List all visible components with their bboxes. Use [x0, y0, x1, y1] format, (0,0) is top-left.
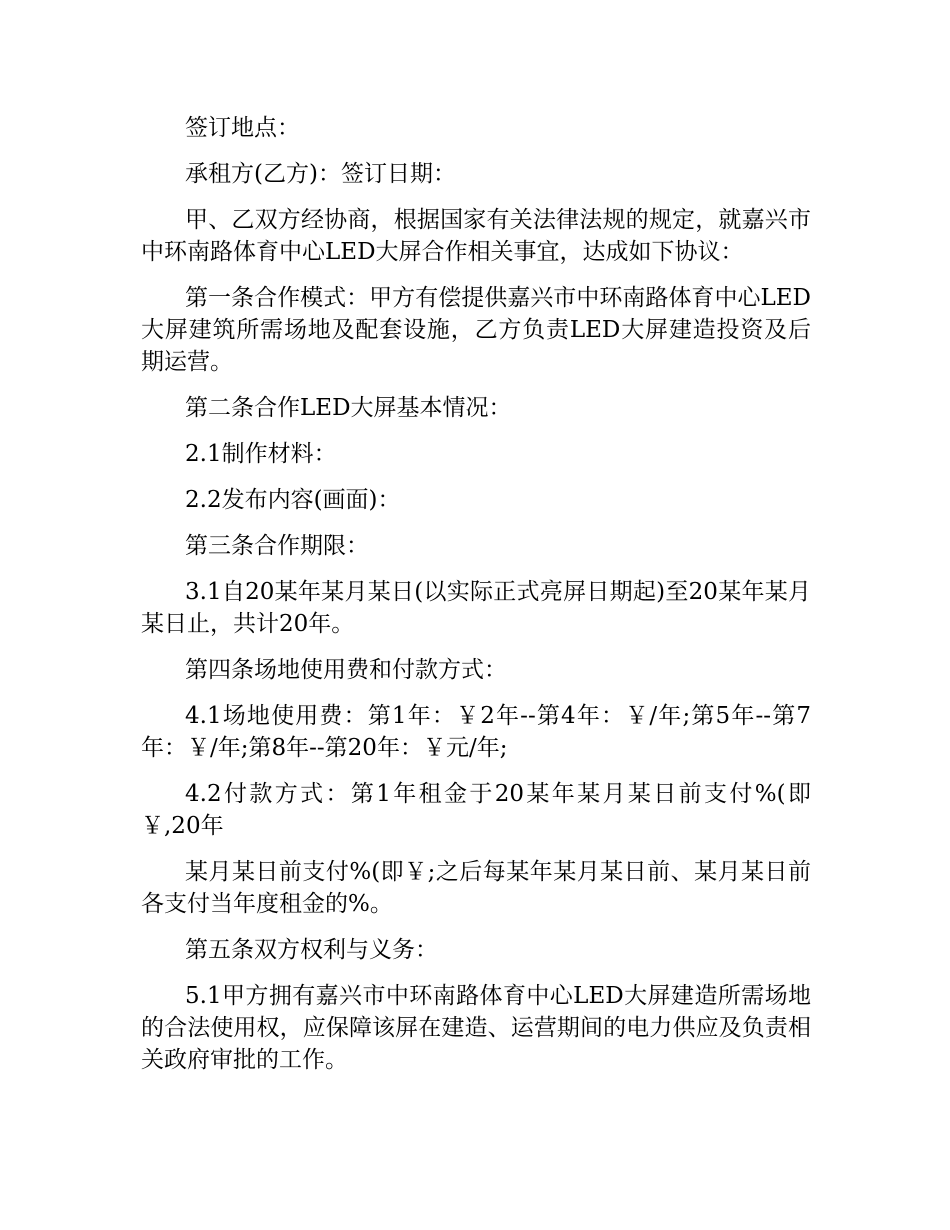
paragraph-payment-continued: 某月某日前支付%(即￥;之后每某年某月某日前、某月某日前各支付当年度租金的%。: [141, 859, 811, 917]
paragraph-article-4-heading: 第四条场地使用费和付款方式：: [185, 657, 507, 683]
document-body: [141, 112, 811, 1090]
paragraph-5-1-party-a-rights: 5.1甲方拥有嘉兴市中环南路体育中心LED大屏建造所需场地的合法使用权，应保障该屏在建造、运营期间的电力供应及负责相关政府审批的工作。: [141, 983, 811, 1073]
paragraph-3-1-term: 3.1自20某年某月某日(以实际正式亮屏日期起)至20某年某月某日止，共计20年。: [141, 579, 811, 637]
paragraph-signing-location: 签订地点：: [185, 115, 300, 141]
paragraph-2-1-materials: 2.1制作材料：: [185, 441, 337, 467]
paragraph-article-3-heading: 第三条合作期限：: [185, 533, 369, 559]
paragraph-agreement-intro: 甲、乙双方经协商，根据国家有关法律法规的规定，就嘉兴市中环南路体育中心LED大屏合作相关事宜，达成如下协议：: [141, 207, 811, 265]
paragraph-4-2-payment-method: 4.2付款方式：第1年租金于20某年某月某日前支付%(即￥,20年: [141, 781, 811, 839]
paragraph-4-1-site-fee: 4.1场地使用费：第1年：￥2年--第4年：￥/年;第5年--第7年：￥/年;第8年--第20年：￥元/年;: [141, 703, 811, 761]
paragraph-article-5-heading: 第五条双方权利与义务：: [185, 937, 438, 963]
paragraph-article-1-cooperation-mode: 第一条合作模式：甲方有偿提供嘉兴市中环南路体育中心LED大屏建筑所需场地及配套设施，乙方负责LED大屏建造投资及后期运营。: [141, 285, 811, 375]
paragraph-article-2-heading: 第二条合作LED大屏基本情况：: [185, 395, 512, 421]
paragraph-lessee-signing-date: 承租方(乙方)：签订日期：: [185, 161, 456, 187]
paragraph-2-2-content: 2.2发布内容(画面)：: [185, 487, 401, 513]
